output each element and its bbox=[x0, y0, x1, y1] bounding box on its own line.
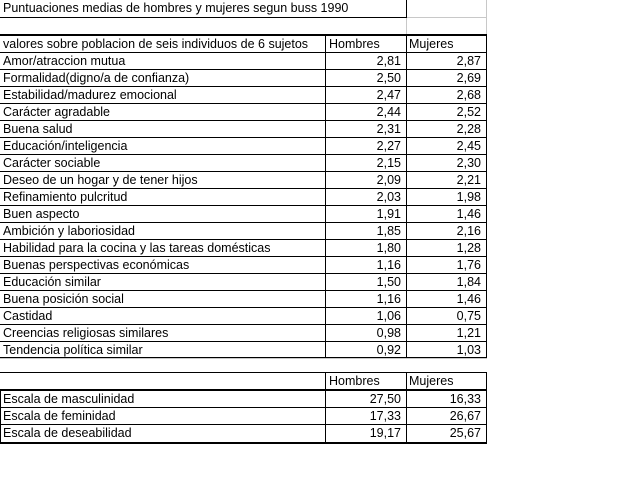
gridline bbox=[486, 0, 487, 35]
row-value-hombres: 2,09 bbox=[376, 173, 401, 187]
row-value-hombres: 17,33 bbox=[369, 409, 401, 423]
row-value-hombres: 2,31 bbox=[376, 122, 401, 136]
row-label: Carácter agradable bbox=[3, 105, 111, 119]
row-value-hombres: 2,44 bbox=[376, 105, 401, 119]
row-value-mujeres: 2,30 bbox=[456, 156, 481, 170]
table-1-header-hombres: Hombres bbox=[329, 37, 380, 51]
row-value-hombres: 2,03 bbox=[376, 190, 401, 204]
row-label: Buen aspecto bbox=[3, 207, 80, 221]
row-value-mujeres: 2,16 bbox=[456, 224, 481, 238]
row-value-mujeres: 1,03 bbox=[456, 343, 481, 357]
row-label: Refinamiento pulcritud bbox=[3, 190, 128, 204]
row-label: Formalidad(digno/a de confianza) bbox=[3, 71, 190, 85]
sheet-title: Puntuaciones medias de hombres y mujeres segun buss 1990 bbox=[3, 1, 349, 15]
row-label: Deseo de un hogar y de tener hijos bbox=[3, 173, 198, 187]
row-value-mujeres: 1,21 bbox=[456, 326, 481, 340]
row-value-mujeres: 25,67 bbox=[449, 426, 481, 440]
row-value-mujeres: 1,76 bbox=[456, 258, 481, 272]
row-value-mujeres: 2,52 bbox=[456, 105, 481, 119]
table-2-col-divider bbox=[325, 372, 326, 444]
row-value-hombres: 1,80 bbox=[376, 241, 401, 255]
row-value-mujeres: 1,46 bbox=[456, 292, 481, 306]
row-label: Creencias religiosas similares bbox=[3, 326, 169, 340]
table-1-header-mujeres: Mujeres bbox=[409, 37, 454, 51]
row-label: Escala de feminidad bbox=[3, 409, 116, 423]
row-label: Ambición y laboriosidad bbox=[3, 224, 136, 238]
row-value-hombres: 2,15 bbox=[376, 156, 401, 170]
table-2-bottom-border bbox=[0, 442, 487, 444]
row-value-hombres: 0,92 bbox=[376, 343, 401, 357]
row-value-mujeres: 1,98 bbox=[456, 190, 481, 204]
row-value-mujeres: 2,68 bbox=[456, 88, 481, 102]
row-value-hombres: 2,27 bbox=[376, 139, 401, 153]
row-value-mujeres: 2,21 bbox=[456, 173, 481, 187]
row-value-hombres: 0,98 bbox=[376, 326, 401, 340]
title-border bbox=[406, 0, 407, 18]
table-1-header-divider bbox=[0, 52, 487, 53]
row-value-hombres: 1,91 bbox=[376, 207, 401, 221]
table-2-left-border bbox=[0, 389, 1, 444]
row-label: Educación/inteligencia bbox=[3, 139, 128, 153]
row-value-mujeres: 2,28 bbox=[456, 122, 481, 136]
row-label: Carácter sociable bbox=[3, 156, 101, 170]
table-2-header-mujeres: Mujeres bbox=[409, 374, 454, 388]
title-border bbox=[0, 17, 407, 18]
row-value-hombres: 2,50 bbox=[376, 71, 401, 85]
row-value-hombres: 1,50 bbox=[376, 275, 401, 289]
row-value-hombres: 2,47 bbox=[376, 88, 401, 102]
row-value-mujeres: 2,69 bbox=[456, 71, 481, 85]
row-value-hombres: 1,06 bbox=[376, 309, 401, 323]
table-1-col-divider bbox=[325, 35, 326, 358]
row-value-hombres: 2,81 bbox=[376, 54, 401, 68]
row-label: Tendencia política similar bbox=[3, 343, 143, 357]
row-label: Amor/atraccion mutua bbox=[3, 54, 126, 68]
row-value-hombres: 1,16 bbox=[376, 292, 401, 306]
row-value-mujeres: 1,84 bbox=[456, 275, 481, 289]
table-1-right-border bbox=[486, 35, 487, 358]
row-value-mujeres: 1,28 bbox=[456, 241, 481, 255]
row-value-mujeres: 26,67 bbox=[449, 409, 481, 423]
table-2-header-hombres: Hombres bbox=[329, 374, 380, 388]
row-label: Castidad bbox=[3, 309, 53, 323]
row-value-mujeres: 1,46 bbox=[456, 207, 481, 221]
row-value-hombres: 1,85 bbox=[376, 224, 401, 238]
row-value-mujeres: 2,87 bbox=[456, 54, 481, 68]
row-value-mujeres: 2,45 bbox=[456, 139, 481, 153]
row-label: Estabilidad/madurez emocional bbox=[3, 88, 177, 102]
row-value-mujeres: 16,33 bbox=[449, 392, 481, 406]
table-1-header-label: valores sobre poblacion de seis individuos de 6 sujetos bbox=[3, 37, 309, 51]
row-label: Educación similar bbox=[3, 275, 101, 289]
row-label: Buenas perspectivas económicas bbox=[3, 258, 190, 272]
row-label: Escala de deseabilidad bbox=[3, 426, 132, 440]
row-value-hombres: 27,50 bbox=[369, 392, 401, 406]
row-value-mujeres: 0,75 bbox=[456, 309, 481, 323]
row-label: Buena salud bbox=[3, 122, 73, 136]
row-value-hombres: 1,16 bbox=[376, 258, 401, 272]
row-label: Habilidad para la cocina y las tareas domésticas bbox=[3, 241, 271, 255]
row-label: Escala de masculinidad bbox=[3, 392, 135, 406]
row-label: Buena posición social bbox=[3, 292, 124, 306]
row-value-hombres: 19,17 bbox=[369, 426, 401, 440]
table-2-right-border bbox=[486, 372, 487, 444]
